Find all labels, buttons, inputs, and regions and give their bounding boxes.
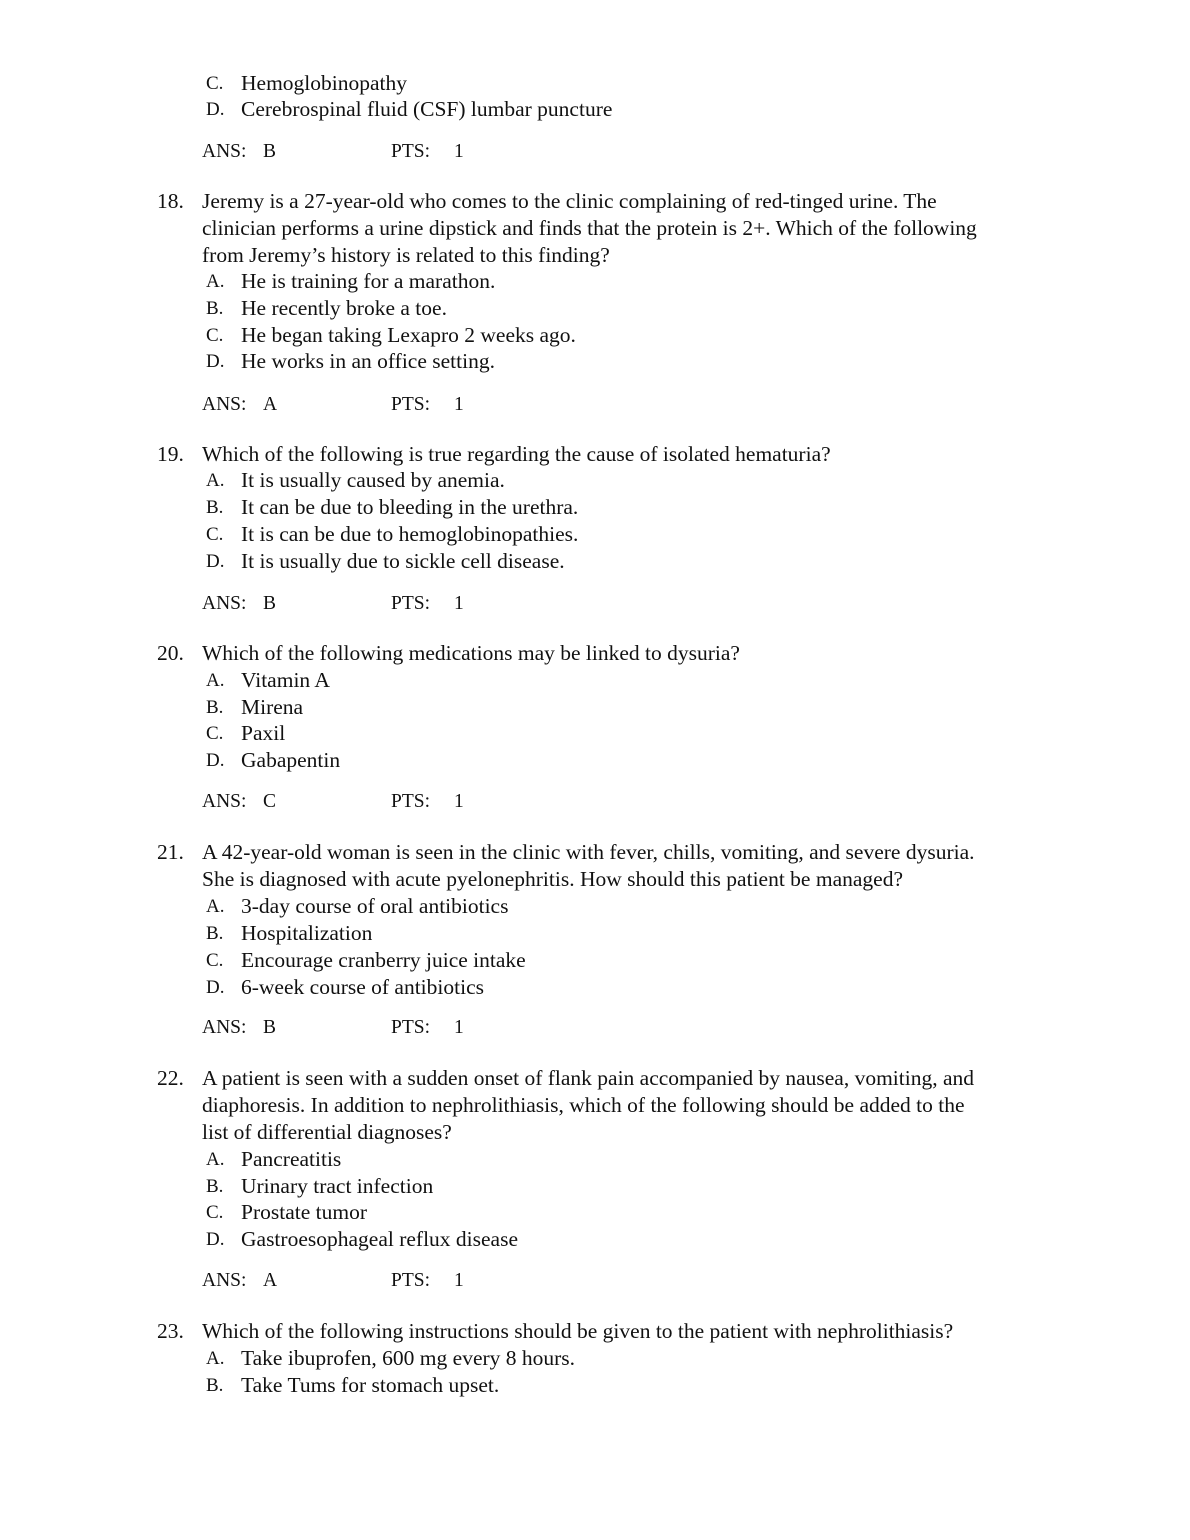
option-text: It is can be due to hemoglobinopathies. [241, 522, 579, 546]
answer-label: ANS: [202, 593, 247, 614]
points-label: PTS: [391, 593, 431, 614]
option-text: Hospitalization [241, 921, 373, 945]
option-letter: A. [206, 470, 225, 491]
option-letter: D. [206, 551, 225, 572]
answer-label: ANS: [202, 141, 247, 162]
question-number: 21. [157, 840, 184, 864]
option-text: Paxil [241, 721, 286, 745]
option-letter: D. [206, 750, 225, 771]
option-letter: A. [206, 1348, 225, 1369]
option-text: Cerebrospinal fluid (CSF) lumbar puncture [241, 97, 613, 121]
option-text: 3-day course of oral antibiotics [241, 894, 509, 918]
question-text-line: A patient is seen with a sudden onset of flank pain accompanied by nausea, vomiting, and [202, 1066, 975, 1090]
points-label: PTS: [391, 141, 431, 162]
answer-label: ANS: [202, 394, 247, 415]
option-text: Pancreatitis [241, 1147, 342, 1171]
question-text-line: Jeremy is a 27-year-old who comes to the clinic complaining of red-tinged urine. The [202, 189, 937, 213]
answer-label: ANS: [202, 791, 247, 812]
option-letter: B. [206, 923, 224, 944]
option-letter: C. [206, 1202, 224, 1223]
answer-label: ANS: [202, 1017, 247, 1038]
option-letter: B. [206, 697, 224, 718]
option-text: Gabapentin [241, 748, 341, 772]
question-text-line: clinician performs a urine dipstick and finds that the protein is 2+. Which of the following [202, 216, 977, 240]
option-letter: A. [206, 670, 225, 691]
points-label: PTS: [391, 1017, 431, 1038]
option-text: It can be due to bleeding in the urethra. [241, 495, 579, 519]
option-text: He began taking Lexapro 2 weeks ago. [241, 323, 576, 347]
option-letter: B. [206, 1176, 224, 1197]
option-text: He recently broke a toe. [241, 296, 447, 320]
question-text-line: She is diagnosed with acute pyelonephritis. How should this patient be managed? [202, 867, 903, 891]
option-text: He works in an office setting. [241, 349, 495, 373]
points-value: 1 [454, 791, 464, 812]
option-letter: A. [206, 1149, 225, 1170]
points-value: 1 [454, 1270, 464, 1291]
option-text: Urinary tract infection [241, 1174, 434, 1198]
option-letter: B. [206, 497, 224, 518]
question-text-line: from Jeremy’s history is related to this finding? [202, 243, 610, 267]
option-letter: B. [206, 298, 224, 319]
option-letter: D. [206, 1229, 225, 1250]
option-text: Hemoglobinopathy [241, 71, 408, 95]
answer-label: ANS: [202, 1270, 247, 1291]
option-text: Take Tums for stomach upset. [241, 1373, 500, 1397]
question-number: 19. [157, 442, 184, 466]
question-number: 23. [157, 1319, 184, 1343]
option-letter: C. [206, 950, 224, 971]
question-number: 22. [157, 1066, 184, 1090]
option-text: It is usually due to sickle cell disease. [241, 549, 565, 573]
answer-value: B [263, 141, 277, 162]
option-text: He is training for a marathon. [241, 269, 496, 293]
option-letter: C. [206, 325, 224, 346]
answer-value: B [263, 593, 277, 614]
option-letter: D. [206, 351, 225, 372]
option-text: It is usually caused by anemia. [241, 468, 505, 492]
option-letter: C. [206, 524, 224, 545]
question-number: 20. [157, 641, 184, 665]
points-label: PTS: [391, 1270, 431, 1291]
points-value: 1 [454, 141, 464, 162]
option-letter: A. [206, 271, 225, 292]
points-label: PTS: [391, 394, 431, 415]
option-letter: D. [206, 99, 225, 120]
option-text: Vitamin A [241, 668, 330, 692]
points-label: PTS: [391, 791, 431, 812]
answer-value: C [263, 791, 277, 812]
option-text: Prostate tumor [241, 1200, 367, 1224]
question-text-line: Which of the following is true regarding the cause of isolated hematuria? [202, 442, 831, 466]
option-text: 6-week course of antibiotics [241, 975, 484, 999]
points-value: 1 [454, 394, 464, 415]
option-letter: C. [206, 73, 224, 94]
question-text-line: A 42-year-old woman is seen in the clinic with fever, chills, vomiting, and severe dysuria. [202, 840, 975, 864]
option-letter: D. [206, 977, 225, 998]
option-letter: B. [206, 1375, 224, 1396]
question-text-line: diaphoresis. In addition to nephrolithiasis, which of the following should be added to the [202, 1093, 965, 1117]
question-number: 18. [157, 189, 184, 213]
option-text: Take ibuprofen, 600 mg every 8 hours. [241, 1346, 576, 1370]
answer-value: B [263, 1017, 277, 1038]
option-letter: C. [206, 723, 224, 744]
answer-value: A [263, 1270, 278, 1291]
question-text-line: list of differential diagnoses? [202, 1120, 452, 1144]
question-text-line: Which of the following instructions should be given to the patient with nephrolithiasis? [202, 1319, 954, 1343]
option-letter: A. [206, 896, 225, 917]
option-text: Gastroesophageal reflux disease [241, 1227, 519, 1251]
points-value: 1 [454, 593, 464, 614]
option-text: Encourage cranberry juice intake [241, 948, 526, 972]
question-text-line: Which of the following medications may be linked to dysuria? [202, 641, 740, 665]
option-text: Mirena [241, 695, 304, 719]
answer-value: A [263, 394, 278, 415]
points-value: 1 [454, 1017, 464, 1038]
